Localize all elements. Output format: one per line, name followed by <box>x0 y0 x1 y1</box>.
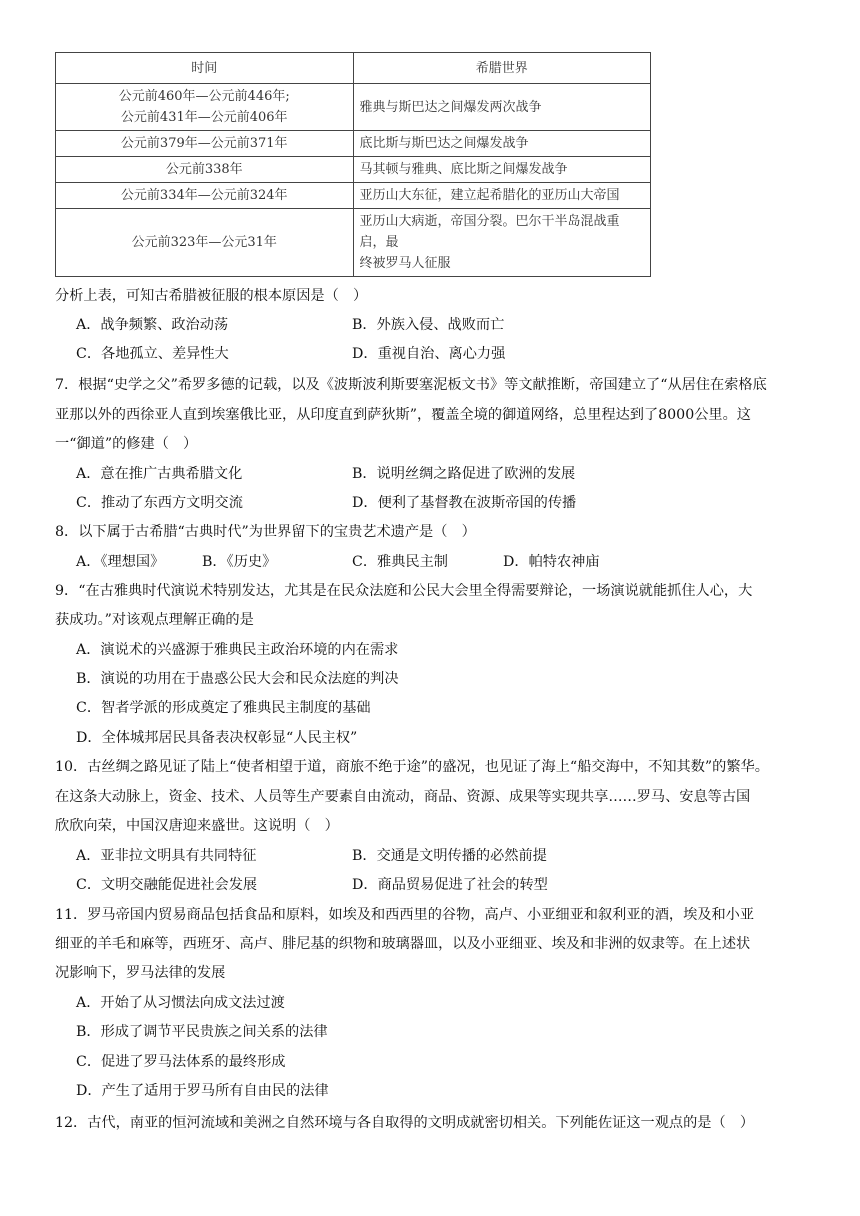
cell-line: 亚历山大病逝，帝国分裂。巴尔干半岛混战重启，最 <box>359 214 620 250</box>
table-cell-event <box>353 131 651 157</box>
q11-option-c[interactable]: C．促进了罗马法体系的最终形成 <box>76 1054 286 1070</box>
table-cell-time <box>56 209 354 277</box>
history-table <box>55 52 651 277</box>
q11-stem-line: 11．罗马帝国内贸易商品包括食品和原料，如埃及和西西里的谷物，高卢、小亚细亚和叙利亚的酒，埃及和小亚 <box>55 907 755 923</box>
q10-stem-line: 在这条大动脉上，资金、技术、人员等生产要素自由流动，商品、资源、成果等实现共享……罗马、安息等古国 <box>55 789 751 805</box>
q11-option-b[interactable]: B．形成了调节平民贵族之间关系的法律 <box>76 1024 328 1040</box>
q8-option-a[interactable]: A．《理想国》 <box>76 554 165 570</box>
q6-option-a[interactable]: A．战争频繁、政治动荡 <box>76 317 229 333</box>
q6-stem: 分析上表，可知古希腊被征服的根本原因是（ ） <box>55 288 368 304</box>
q9-option-c[interactable]: C．智者学派的形成奠定了雅典民主制度的基础 <box>76 700 371 716</box>
cell-line: 公元前323年—公元31年 <box>131 235 277 250</box>
table-header-greek-world: 希腊世界 <box>353 53 651 84</box>
table-cell-time <box>56 131 354 157</box>
table-cell-time <box>56 157 354 183</box>
cell-line: 终被罗马人征服 <box>359 256 451 271</box>
q10-option-d[interactable]: D．商品贸易促进了社会的转型 <box>352 877 548 893</box>
q7-option-a[interactable]: A．意在推广古典希腊文化 <box>76 466 243 482</box>
table-row <box>56 157 651 183</box>
q10-option-b[interactable]: B．交通是文明传播的必然前提 <box>352 848 547 864</box>
table-cell-event <box>353 84 651 131</box>
cell-line: 雅典与斯巴达之间爆发两次战争 <box>359 99 542 115</box>
q12-stem: 12．古代，南亚的恒河流域和美洲之自然环境与各自取得的文明成就密切相关。下列能佐证这一观点的是（ ） <box>55 1115 755 1131</box>
table-cell-time <box>56 84 354 131</box>
q7-option-d[interactable]: D．便利了基督教在波斯帝国的传播 <box>352 495 577 511</box>
q7-stem-line: 亚那以外的西徐亚人直到埃塞俄比亚，从印度直到萨狄斯”，覆盖全境的御道网络，总里程达到了8000公里。这 <box>55 407 751 423</box>
q9-option-b[interactable]: B．演说的功用在于蛊惑公民大会和民众法庭的判决 <box>76 671 399 687</box>
table-cell-event <box>353 209 651 277</box>
table-row <box>56 131 651 157</box>
table-header-row <box>56 53 651 84</box>
table-cell-event <box>353 183 651 209</box>
q7-option-c[interactable]: C．推动了东西方文明交流 <box>76 495 243 511</box>
q8-option-c[interactable]: C．雅典民主制 <box>352 554 448 570</box>
q6-option-c[interactable]: C．各地孤立、差异性大 <box>76 346 229 362</box>
table-cell-event <box>353 157 651 183</box>
q8-option-b[interactable]: B．《历史》 <box>202 554 277 570</box>
cell-line: 底比斯与斯巴达之间爆发战争 <box>359 136 529 151</box>
table-row <box>56 84 651 131</box>
q6-option-b[interactable]: B．外族入侵、战败而亡 <box>352 317 505 333</box>
q10-option-a[interactable]: A．亚非拉文明具有共同特征 <box>76 848 257 864</box>
table-row <box>56 209 651 277</box>
q7-stem-line: 一“御道”的修建（ ） <box>55 436 198 452</box>
q10-stem-line: 欣欣向荣，中国汉唐迎来盛世。这说明（ ） <box>55 818 339 834</box>
q11-option-a[interactable]: A．开始了从习惯法向成文法过渡 <box>76 995 285 1011</box>
q7-stem-line: 7．根据“史学之父”希罗多德的记载，以及《波斯波利斯要塞泥板文书》等文献推断，帝国建立了“从居住在索格底 <box>55 377 767 393</box>
cell-line: 亚历山大东征，建立起希腊化的亚历山大帝国 <box>359 188 620 203</box>
q10-option-c[interactable]: C．文明交融能促进社会发展 <box>76 877 258 893</box>
cell-line: 公元前379年—公元前371年 <box>120 136 288 151</box>
table-cell-time <box>56 183 354 209</box>
q8-stem: 8．以下属于古希腊“古典时代”为世界留下的宝贵艺术遗产是（ ） <box>55 524 476 540</box>
q6-option-d[interactable]: D．重视自治、离心力强 <box>352 346 506 362</box>
q11-stem-line: 细亚的羊毛和麻等，西班牙、高卢、腓尼基的织物和玻璃器皿，以及小亚细亚、埃及和非洲的奴隶等。在上述状 <box>55 936 751 952</box>
table-header-time: 时间 <box>56 53 354 84</box>
cell-line: 公元前460年—公元前446年; <box>118 89 290 104</box>
q9-stem-line: 9．“在古雅典时代演说术特别发达，尤其是在民众法庭和公民大会里全得需要辩论，一场演说就能抓住人心，大 <box>55 583 753 599</box>
q9-stem-line: 获成功。”对该观点理解正确的是 <box>55 612 254 628</box>
table-row <box>56 183 651 209</box>
cell-line: 公元前334年—公元前324年 <box>120 188 288 203</box>
q11-option-d[interactable]: D．产生了适用于罗马所有自由民的法律 <box>76 1083 329 1099</box>
q8-option-d[interactable]: D．帕特农神庙 <box>503 554 600 570</box>
q9-option-d[interactable]: D．全体城邦居民具备表决权彰显“人民主权” <box>76 730 358 746</box>
q9-option-a[interactable]: A．演说术的兴盛源于雅典民主政治环境的内在需求 <box>76 642 399 658</box>
cell-line: 马其顿与雅典、底比斯之间爆发战争 <box>359 162 568 177</box>
cell-line: 公元前338年 <box>165 162 243 177</box>
q10-stem-line: 10．古丝绸之路见证了陆上“使者相望于道，商旅不绝于途”的盛况，也见证了海上“船交海中，不知其数”的繁华。 <box>55 759 769 775</box>
q11-stem-line: 况影响下，罗马法律的发展 <box>55 965 226 981</box>
cell-line: 公元前431年—公元前406年 <box>120 110 288 125</box>
q7-option-b[interactable]: B．说明丝绸之路促进了欧洲的发展 <box>352 466 576 482</box>
